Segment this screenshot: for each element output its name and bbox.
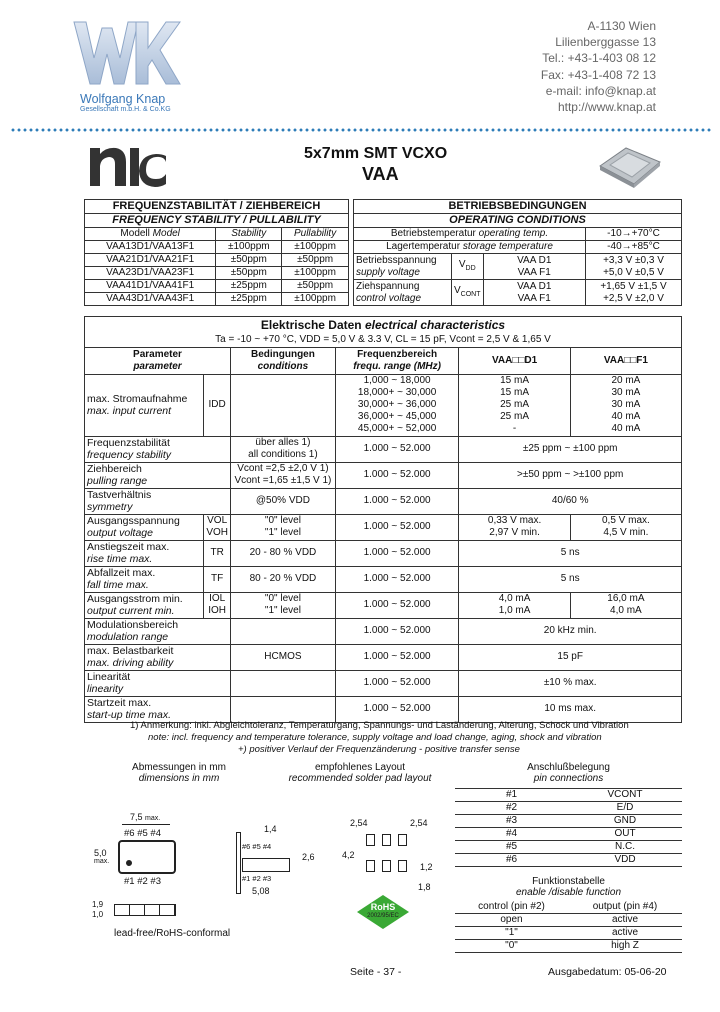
param-cell: Ausgangsspannung output voltage [85, 514, 204, 540]
pullability-cell: ±100ppm [282, 241, 349, 254]
column-header: Pullability [282, 228, 349, 241]
solder-pad [382, 860, 391, 872]
symbol-cell: IOL IOH [204, 592, 231, 618]
package-side [114, 904, 176, 916]
condition-cell: 80 - 20 % VDD [230, 566, 335, 592]
solder-pad [382, 834, 391, 846]
column-header: VAA□□D1 [459, 347, 570, 374]
dim-label: 4,2 [342, 850, 355, 860]
table-row [455, 940, 682, 953]
symbol-cell: VOL VOH [204, 514, 231, 540]
pad-strip [236, 832, 241, 894]
output-cell: high Z [568, 940, 682, 953]
leadfree-note: lead-free/RoHS-conformal [114, 928, 231, 939]
stability-cell: ±100ppm [216, 241, 282, 254]
column-header: Bedingungen conditions [230, 347, 335, 374]
condition-cell: über alles 1) all conditions 1) [230, 436, 335, 462]
pin-label: #1 #2 #3 [124, 876, 161, 887]
pad-numbers: #1 #2 #3 [242, 874, 272, 883]
pad-drawing [208, 820, 318, 900]
pin1-dot [126, 860, 132, 866]
value-cell: 0,5 V max. 4,5 V min. [570, 514, 681, 540]
pad-row [242, 858, 290, 872]
product-title: 5x7mm SMT VCXO [304, 145, 448, 162]
condition-cell: "0" level "1" level [230, 592, 335, 618]
pin-cell: #4 [455, 828, 568, 841]
value-cell: ±25 ppm ~ ±100 ppm [459, 436, 682, 462]
function-table [455, 901, 682, 953]
company-name: Wolfgang Knap [80, 92, 166, 106]
column-header: Frequenzbereich frequ. range (MHz) [335, 347, 459, 374]
function-cell: VCONT [568, 789, 682, 802]
table-row [455, 927, 682, 940]
solder-pad [398, 834, 407, 846]
package-drawing [92, 810, 202, 910]
table-row [85, 293, 349, 306]
pullability-cell: ±100ppm [282, 267, 349, 280]
company-logo [72, 18, 182, 90]
value-cell: 16,0 mA 4,0 mA [570, 592, 681, 618]
dim-thickness: 1,0 [92, 910, 104, 919]
param-cell: Startzeit max. start-up time max. [85, 696, 231, 722]
output-cell: active [568, 927, 682, 940]
stability-cell: ±25ppm [216, 280, 282, 293]
stability-cell: ±25ppm [216, 293, 282, 306]
footnote: 1) Anmerkung: inkl. Abgleichtoleranz, Temperaturgang, Spannungs- und Laständerung, Alterung, Schock und Vibration [130, 720, 629, 731]
condition-cell: "0" level "1" level [230, 514, 335, 540]
address-line: Tel.: +43-1-403 08 12 [542, 51, 656, 66]
page-number: Seite - 37 - [350, 966, 402, 978]
range-cell: 1,000 ~ 18,000 18,000+ ~ 30,000 30,000+ ~ 36,000 36,000+ ~ 45,000 45,000+ ~ 52,000 [335, 374, 459, 436]
table-row [85, 566, 682, 592]
control-cell: "1" [455, 927, 568, 940]
dim-label: 2,6 [302, 852, 315, 862]
param-cell: Ausgangsstrom min. output current min. [85, 592, 204, 618]
table-row [354, 254, 682, 280]
symbol-cell: $V_{DD}$ [452, 254, 484, 280]
value-cell: 15 mA 15 mA 25 mA 25 mA - [459, 374, 570, 436]
column-header: VAA□□F1 [570, 347, 681, 374]
param-cell: Frequenzstabilität frequency stability [85, 436, 231, 462]
dim-label: 1,2 [420, 862, 433, 872]
table-title: OPERATING CONDITIONS [354, 214, 682, 228]
label-cell: Betriebstemperatur operating temp. [354, 228, 586, 241]
range-cell: 1.000 ~ 52.000 [335, 592, 459, 618]
dim-line [122, 824, 170, 825]
symbol-cell: $V_{CONT}$ [452, 280, 484, 306]
range-cell: 1.000 ~ 52.000 [335, 644, 459, 670]
condition-cell: 20 - 80 % VDD [230, 540, 335, 566]
function-cell: VDD [568, 854, 682, 867]
dim-thickness: 1,9 [92, 900, 104, 909]
dim-width: 7,5 max. [130, 812, 161, 822]
param-cell: Ziehbereich pulling range [85, 462, 231, 488]
table-title: BETRIEBSBEDINGUNGEN [354, 200, 682, 214]
param-cell: max. Belastbarkeit max. driving ability [85, 644, 231, 670]
value-cell: >±50 ppm ~ >±100 ppm [459, 462, 682, 488]
solder-layout-drawing [340, 816, 450, 896]
symbol-cell: IDD [204, 374, 231, 436]
value-cell: 20 kHz min. [459, 618, 682, 644]
table-row [85, 618, 682, 644]
dimensions-title: Abmessungen in mm dimensions in mm [132, 762, 226, 784]
pin-cell: #5 [455, 841, 568, 854]
table-row [455, 828, 682, 841]
symbol-cell: TR [204, 540, 231, 566]
value-cell: +3,3 V ±0,3 V +5,0 V ±0,5 V [586, 254, 682, 280]
operating-conditions-table [353, 199, 682, 306]
value-cell: 10 ms max. [459, 696, 682, 722]
dim-label: 1,4 [264, 824, 277, 834]
function-cell: N.C. [568, 841, 682, 854]
stability-cell: ±50ppm [216, 254, 282, 267]
table-row [85, 514, 682, 540]
param-cell: Anstiegszeit max. rise time max. [85, 540, 204, 566]
control-cell: open [455, 914, 568, 927]
rohs-badge [356, 894, 410, 930]
table-row [85, 540, 682, 566]
address-email[interactable]: e-mail: info@knap.at [545, 83, 656, 98]
table-row [85, 592, 682, 618]
pin-cell: #6 [455, 854, 568, 867]
table-title: FREQUENZSTABILITÄT / ZIEHBEREICH [85, 200, 349, 214]
solder-pad [366, 834, 375, 846]
table-title: Elektrische Daten electrical characteristics [85, 317, 682, 334]
range-cell: 1.000 ~ 52.000 [335, 618, 459, 644]
table-row [354, 280, 682, 306]
param-cell: Tastverhältnis symmetry [85, 488, 231, 514]
frequency-stability-table [84, 199, 349, 306]
table-row [455, 802, 682, 815]
value-cell: -40→+85°C [586, 241, 682, 254]
pin-cell: #2 [455, 802, 568, 815]
column-header: control (pin #2) [455, 901, 568, 914]
address-line: A-1130 Wien [587, 19, 656, 33]
value-cell: 15 pF [459, 644, 682, 670]
table-row [85, 374, 682, 436]
pullability-cell: ±100ppm [282, 293, 349, 306]
param-cell: Modulationsbereich modulation range [85, 618, 231, 644]
model-cell: VAA13D1/VAA13F1 [85, 241, 216, 254]
stability-cell: ±50ppm [216, 267, 282, 280]
rohs-label: RoHS [370, 902, 396, 912]
range-cell: 1.000 ~ 52.000 [335, 696, 459, 722]
solder-pad [366, 860, 375, 872]
condition-cell: HCMOS [230, 644, 335, 670]
issue-date: Ausgabedatum: 05-06-20 [548, 966, 667, 978]
column-header: Stability [216, 228, 282, 241]
table-row [455, 841, 682, 854]
condition-cell [230, 696, 335, 722]
side-view [92, 900, 202, 924]
address-line: Lilienberggasse 13 [555, 35, 656, 50]
value-cell: 0,33 V max. 2,97 V min. [459, 514, 570, 540]
condition-cell [230, 618, 335, 644]
conditions-line: Ta = -10 ~ +70 °C, VDD = 5,0 V & 3.3 V, CL = 15 pF, Vcont = 2,5 V & 1,65 V [85, 333, 682, 347]
pullability-cell: ±50ppm [282, 254, 349, 267]
table-row [85, 241, 349, 254]
control-cell: "0" [455, 940, 568, 953]
pin-cell: #1 [455, 789, 568, 802]
pad-numbers: #6 #5 #4 [242, 842, 272, 851]
pin-connections-table [455, 788, 682, 867]
table-row [85, 670, 682, 696]
table-row [455, 789, 682, 802]
value-cell: 40/60 % [459, 488, 682, 514]
rohs-sublabel: 2002/95/EC [367, 913, 399, 919]
address-website[interactable]: http://www.knap.at [557, 100, 656, 115]
model-cell: VAA D1 VAA F1 [483, 254, 585, 280]
table-row [354, 228, 682, 241]
range-cell: 1.000 ~ 52.000 [335, 514, 459, 540]
function-cell: GND [568, 815, 682, 828]
pullability-cell: ±50ppm [282, 280, 349, 293]
condition-cell: Vcont =2,5 ±2,0 V 1) Vcont =1,65 ±1,5 V 1) [230, 462, 335, 488]
dim-label: 1,8 [418, 882, 431, 892]
range-cell: 1.000 ~ 52.000 [335, 462, 459, 488]
table-row [85, 254, 349, 267]
column-header: Parameter parameter [85, 347, 231, 374]
value-cell: +1,65 V ±1,5 V +2,5 V ±2,0 V [586, 280, 682, 306]
range-cell: 1.000 ~ 52.000 [335, 670, 459, 696]
param-cell: Abfallzeit max. fall time max. [85, 566, 204, 592]
pin-connections-title: Anschlußbelegung pin connections [527, 762, 610, 784]
range-cell: 1.000 ~ 52.000 [335, 488, 459, 514]
table-row [455, 815, 682, 828]
model-cell: VAA41D1/VAA41F1 [85, 280, 216, 293]
footnote: +) positiver Verlauf der Frequenzänderung - positive transfer sense [238, 744, 520, 755]
table-row [85, 436, 682, 462]
table-row [354, 241, 682, 254]
package-body [118, 840, 176, 874]
label-cell: Betriebsspannung supply voltage [354, 254, 452, 280]
table-row [85, 644, 682, 670]
table-row [455, 914, 682, 927]
pin-label: #6 #5 #4 [124, 828, 161, 839]
dim-label: 2,54 [410, 818, 428, 828]
table-row [85, 488, 682, 514]
range-cell: 1.000 ~ 52.000 [335, 566, 459, 592]
value-cell: 4,0 mA 1,0 mA [459, 592, 570, 618]
output-cell: active [568, 914, 682, 927]
solder-layout-title: empfohlenes Layout recommended solder pad layout [288, 762, 432, 784]
table-row [85, 267, 349, 280]
function-cell: E/D [568, 802, 682, 815]
function-table-title: Funktionstabelle enable /disable function [515, 876, 622, 898]
address-line: Fax: +43-1-408 72 13 [540, 67, 656, 82]
rohs-icon [356, 894, 410, 930]
value-cell: 5 ns [459, 540, 682, 566]
label-cell: Lagertemperatur storage temperature [354, 241, 586, 254]
model-cell: VAA D1 VAA F1 [483, 280, 585, 306]
table-row [85, 696, 682, 722]
param-cell: Linearität linearity [85, 670, 231, 696]
table-row [455, 854, 682, 867]
solder-pad [398, 860, 407, 872]
address-block [541, 18, 656, 115]
product-logo [88, 146, 168, 188]
model-cell: VAA21D1/VAA21F1 [85, 254, 216, 267]
condition-cell [230, 670, 335, 696]
param-cell: max. Stromaufnahme max. input current [85, 374, 204, 436]
value-cell: 5 ns [459, 566, 682, 592]
dim-label: 2,54 [350, 818, 368, 828]
condition-cell: @50% VDD [230, 488, 335, 514]
company-subtitle: Gesellschaft m.b.H. & Co.KG [80, 106, 171, 113]
function-cell: OUT [568, 828, 682, 841]
label-cell: Ziehspannung control voltage [354, 280, 452, 306]
table-row [85, 280, 349, 293]
table-title: FREQUENCY STABILITY / PULLABILITY [85, 214, 349, 228]
condition-cell [230, 374, 335, 436]
table-row [85, 462, 682, 488]
model-cell: VAA23D1/VAA23F1 [85, 267, 216, 280]
column-header: Modell Model [85, 228, 216, 241]
model-cell: VAA43D1/VAA43F1 [85, 293, 216, 306]
product-name: VAA [362, 164, 399, 184]
dim-label: 5,08 [252, 886, 270, 896]
electrical-characteristics-table [84, 316, 682, 723]
footnote: note: incl. frequency and temperature tolerance, supply voltage and load change, aging, shock and vibration [148, 732, 602, 743]
chip-image [594, 140, 666, 192]
dotted-divider [10, 128, 712, 132]
symbol-cell: TF [204, 566, 231, 592]
value-cell: 20 mA 30 mA 30 mA 40 mA 40 mA [570, 374, 681, 436]
dim-height: 5,0 max. [94, 848, 110, 865]
range-cell: 1.000 ~ 52.000 [335, 436, 459, 462]
value-cell: ±10 % max. [459, 670, 682, 696]
range-cell: 1.000 ~ 52.000 [335, 540, 459, 566]
value-cell: -10→+70°C [586, 228, 682, 241]
column-header: output (pin #4) [568, 901, 682, 914]
pin-cell: #3 [455, 815, 568, 828]
